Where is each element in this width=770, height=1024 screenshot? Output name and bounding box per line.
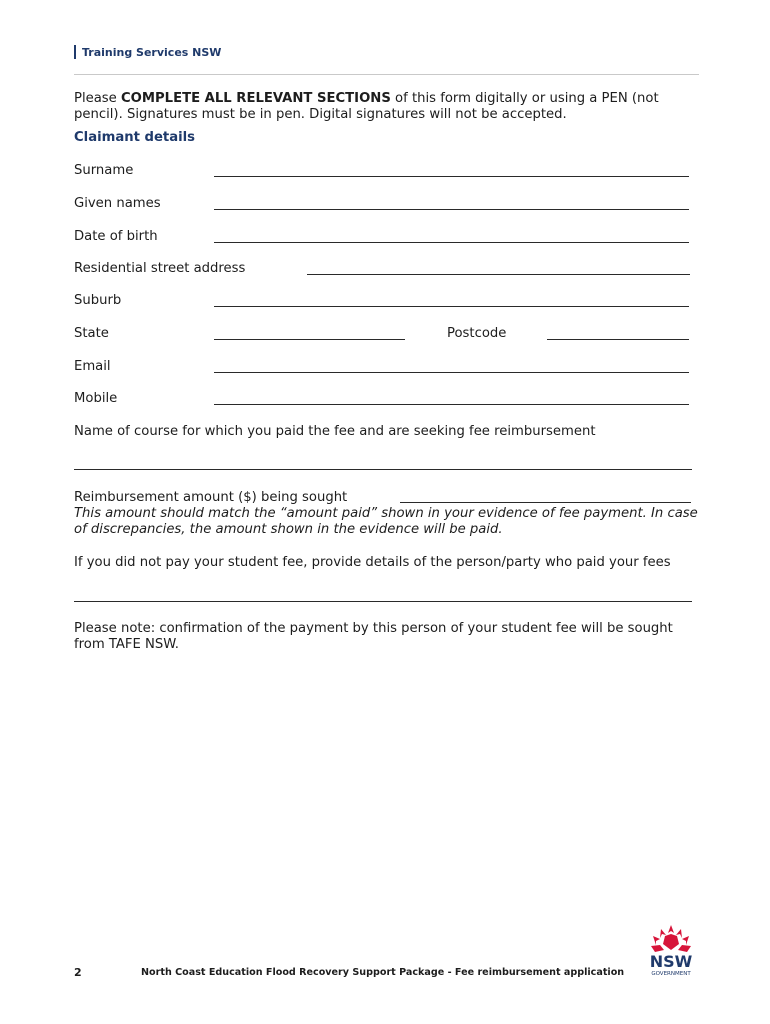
- surname-field[interactable]: [214, 176, 689, 177]
- state-label: State: [74, 326, 109, 341]
- header-accent-bar: [74, 45, 76, 59]
- intro-emphasis: COMPLETE ALL RELEVANT SECTIONS: [121, 91, 391, 106]
- mobile-field[interactable]: [214, 404, 689, 405]
- given-names-label: Given names: [74, 196, 161, 211]
- footer-title: North Coast Education Flood Recovery Support Package - Fee reimbursement application: [141, 967, 625, 978]
- page-number: 2: [74, 966, 82, 979]
- payment-note: Please note: confirmation of the payment by this person of your student fee will be sought from TAFE NSW.: [74, 621, 673, 652]
- address-label: Residential street address: [74, 261, 246, 276]
- intro-prefix: Please: [74, 91, 121, 106]
- reimbursement-label: Reimbursement amount ($) being sought: [74, 490, 348, 505]
- surname-label: Surname: [74, 163, 134, 178]
- suburb-label: Suburb: [74, 293, 122, 308]
- intro-instructions: [74, 91, 704, 123]
- page-header: [74, 45, 221, 59]
- email-field[interactable]: [214, 372, 689, 373]
- header-title: Training Services NSW: [82, 45, 222, 59]
- logo-brand: NSW: [649, 952, 693, 971]
- postcode-label: Postcode: [447, 326, 507, 341]
- suburb-field[interactable]: [214, 306, 689, 307]
- course-field[interactable]: [74, 469, 692, 470]
- nsw-government-logo: [643, 922, 699, 978]
- reimbursement-field[interactable]: [400, 502, 691, 503]
- given-names-field[interactable]: [214, 209, 689, 210]
- section-title: Claimant details: [74, 130, 196, 145]
- dob-label: Date of birth: [74, 229, 158, 244]
- address-field[interactable]: [307, 274, 690, 275]
- mobile-label: Mobile: [74, 391, 118, 406]
- postcode-field[interactable]: [547, 339, 689, 340]
- dob-field[interactable]: [214, 242, 689, 243]
- payer-question: If you did not pay your student fee, provide details of the person/party who paid your fees: [74, 555, 671, 570]
- state-field[interactable]: [214, 339, 405, 340]
- intro-suffix: of this form digitally or using a PEN (not pencil). Signatures must be in pen. Digital signatures will not be accepted.: [74, 91, 659, 122]
- email-label: Email: [74, 359, 111, 374]
- reimbursement-note: This amount should match the “amount paid” shown in your evidence of fee payment. In case of discrepancies, the amount shown in the evidence will be paid.: [74, 506, 698, 537]
- course-question: Name of course for which you paid the fee and are seeking fee reimbursement: [74, 424, 596, 439]
- payer-field[interactable]: [74, 601, 692, 602]
- logo-sub: GOVERNMENT: [651, 971, 691, 977]
- header-divider: [74, 74, 699, 75]
- waratah-icon: [651, 925, 691, 952]
